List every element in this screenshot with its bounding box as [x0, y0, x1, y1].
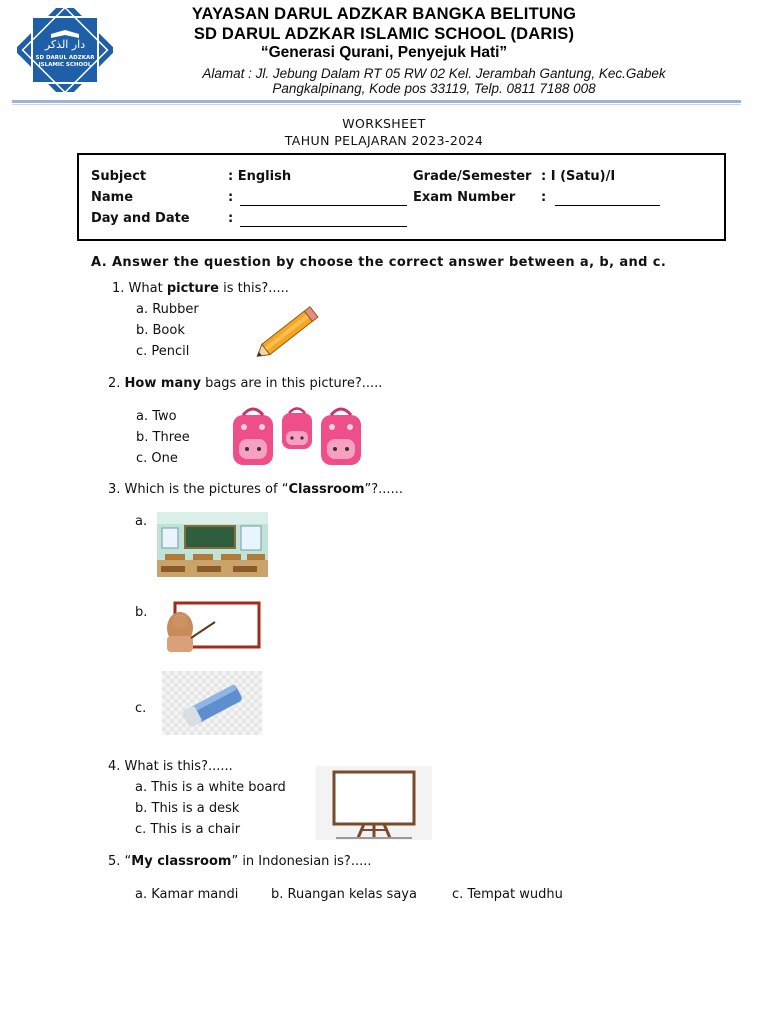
name-colon: :	[228, 190, 234, 205]
exam-number-field[interactable]	[555, 205, 660, 206]
academic-year: TAHUN PELAJARAN 2023-2024	[284, 133, 484, 148]
question-5: 5. “My classroom” in Indonesian is?.....	[108, 854, 372, 869]
exam-number-colon: :	[541, 190, 547, 205]
name-label: Name	[91, 190, 134, 205]
header-school: SD DARUL ADZKAR ISLAMIC SCHOOL (DARIS)	[193, 25, 575, 43]
question-4: 4. What is this?......	[108, 759, 233, 774]
exam-number-label: Exam Number	[413, 190, 516, 205]
whiteboard-image	[316, 766, 432, 840]
three-bags-image	[230, 405, 366, 467]
header-divider	[12, 100, 741, 103]
name-field[interactable]	[240, 205, 407, 206]
q5-option-b[interactable]: b. Ruangan kelas saya	[271, 887, 417, 902]
q3-option-b[interactable]: b.	[135, 605, 148, 620]
header-divider-thin	[12, 104, 741, 105]
q5-option-c[interactable]: c. Tempat wudhu	[452, 887, 563, 902]
question-1: 1. What picture is this?.....	[112, 281, 289, 296]
worksheet-title: WORKSHEET	[342, 116, 426, 131]
q4-option-b[interactable]: b. This is a desk	[135, 801, 240, 816]
day-date-field[interactable]	[240, 226, 407, 227]
q4-option-a[interactable]: a. This is a white board	[135, 780, 286, 795]
pencil-image	[246, 300, 332, 364]
grade-semester-value: : I (Satu)/I	[541, 169, 616, 184]
q1-option-c[interactable]: c. Pencil	[136, 344, 190, 359]
header-address-2: Pangkalpinang, Kode pos 33119, Telp. 0811 7188 008	[272, 81, 596, 96]
logo-text-2: ISLAMIC SCHOOL	[38, 62, 92, 68]
bag-icon	[233, 409, 273, 465]
section-a-instruction: A. Answer the question by choose the correct answer between a, b, and c.	[91, 255, 667, 270]
bag-icon	[282, 409, 312, 450]
q4-option-c[interactable]: c. This is a chair	[135, 822, 241, 837]
teacher-board-image[interactable]	[163, 600, 261, 652]
question-3: 3. Which is the pictures of “Classroom”?......	[108, 482, 403, 497]
grade-semester-label: Grade/Semester	[413, 169, 532, 184]
subject-label: Subject	[91, 169, 147, 184]
header-foundation: YAYASAN DARUL ADZKAR BANGKA BELITUNG	[191, 5, 577, 23]
header-address-1: Alamat : Jl. Jebung Dalam RT 05 RW 02 Kel. Jerambah Gantung, Kec.Gabek	[202, 66, 666, 81]
classroom-image[interactable]	[157, 512, 268, 577]
day-date-colon: :	[228, 211, 234, 226]
q3-option-c[interactable]: c.	[135, 701, 147, 716]
subject-value: : English	[228, 169, 292, 184]
q3-option-a[interactable]: a.	[135, 514, 148, 529]
q1-option-b[interactable]: b. Book	[136, 323, 185, 338]
day-date-label: Day and Date	[91, 211, 190, 226]
student-info-box	[77, 153, 726, 241]
question-2: 2. How many bags are in this picture?.....	[108, 376, 383, 391]
logo-arabic: دار الذكر	[44, 38, 86, 51]
q2-option-a[interactable]: a. Two	[136, 409, 177, 424]
q2-option-c[interactable]: c. One	[136, 451, 178, 466]
q1-option-a[interactable]: a. Rubber	[136, 302, 199, 317]
q2-option-b[interactable]: b. Three	[136, 430, 190, 445]
eraser-image[interactable]	[162, 671, 262, 735]
logo-text-1: SD DARUL ADZKAR	[35, 55, 95, 61]
bag-icon	[321, 409, 361, 465]
q5-option-a[interactable]: a. Kamar mandi	[135, 887, 239, 902]
header-motto: “Generasi Qurani, Penyejuk Hati”	[260, 44, 508, 61]
